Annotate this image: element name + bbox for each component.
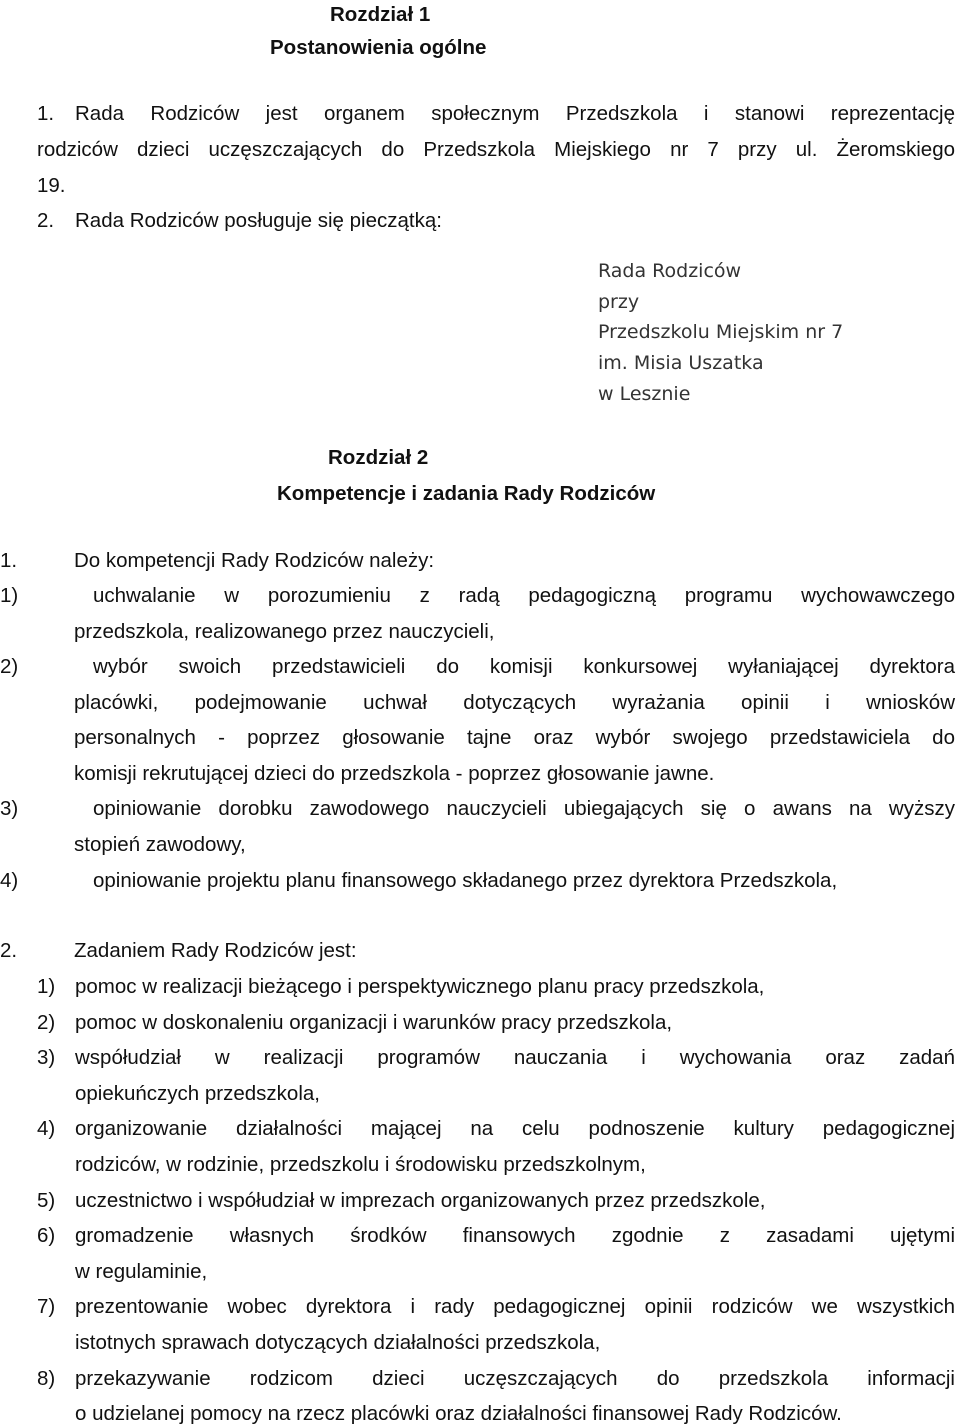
paragraph-line: istotnych sprawach dotyczących działalności przedszkola, xyxy=(75,1331,601,1354)
stamp-line: Rada Rodziców xyxy=(598,260,742,282)
item-number: 7) xyxy=(37,1295,56,1318)
paragraph-line: pomoc w doskonaleniu organizacji i warunków pracy przedszkola, xyxy=(75,1011,673,1034)
stamp-line: przy xyxy=(598,290,640,313)
item-number: 3) xyxy=(0,797,19,820)
chapter-1-subtitle: Postanowienia ogólne xyxy=(270,36,487,59)
item-number: 2) xyxy=(0,655,19,678)
item-number: 1. xyxy=(37,102,55,125)
stamp-line: w Lesznie xyxy=(598,382,691,405)
section-intro: Do kompetencji Rady Rodziców należy: xyxy=(74,549,435,572)
paragraph-line: o udzielanej pomocy na rzecz placówki oraz działalności finansowej Rady Rodziców. xyxy=(75,1402,842,1425)
paragraph-line: 19. xyxy=(37,174,66,197)
item-number: 2. xyxy=(37,209,55,232)
item-number: 5) xyxy=(37,1189,56,1212)
paragraph-line: pomoc w realizacji bieżącego i perspektywicznego planu pracy przedszkola, xyxy=(75,975,765,998)
paragraph-line: placówki, podejmowanie uchwał dotyczących wyrażania opinii i wniosków xyxy=(74,691,955,714)
paragraph-line: przekazywanie rodzicom dzieci uczęszczających do przedszkola informacji xyxy=(75,1367,955,1390)
paragraph-line: personalnych - poprzez głosowanie tajne oraz wybór swojego przedstawiciela do xyxy=(74,726,955,749)
paragraph-line: opiniowanie dorobku zawodowego nauczycieli ubiegających się o awans na wyższy xyxy=(93,797,955,820)
stamp-line: im. Misia Uszatka xyxy=(598,352,764,375)
item-number: 6) xyxy=(37,1224,56,1247)
chapter-1-title: Rozdział 1 xyxy=(330,3,431,26)
paragraph-line: organizowanie działalności mającej na celu podnoszenie kultury pedagogicznej xyxy=(75,1117,955,1140)
item-number: 4) xyxy=(0,869,19,892)
paragraph-line: komisji rekrutującej dzieci do przedszkola - poprzez głosowanie jawne. xyxy=(74,762,715,785)
paragraph-line: uczestnictwo i współudział w imprezach organizowanych przez przedszkole, xyxy=(75,1189,766,1212)
item-number: 1) xyxy=(37,975,56,998)
chapter-2-subtitle: Kompetencje i zadania Rady Rodziców xyxy=(277,482,656,505)
stamp-line: Przedszkolu Miejskim nr 7 xyxy=(598,321,844,344)
paragraph-line: przedszkola, realizowanego przez nauczycieli, xyxy=(74,620,495,643)
paragraph-line: uchwalanie w porozumieniu z radą pedagogiczną programu wychowawczego xyxy=(93,584,955,607)
item-number: 8) xyxy=(37,1367,56,1390)
item-number: 4) xyxy=(37,1117,56,1140)
chapter-2-title: Rozdział 2 xyxy=(328,446,429,469)
paragraph-line: Rada Rodziców posługuje się pieczątką: xyxy=(75,209,442,232)
item-number: 2) xyxy=(37,1011,56,1034)
paragraph-line: wybór swoich przedstawicieli do komisji konkursowej wyłaniającej dyrektora xyxy=(93,655,955,678)
item-number: 1) xyxy=(0,584,19,607)
section-intro: Zadaniem Rady Rodziców jest: xyxy=(74,939,357,962)
paragraph-line: rodziców, w rodzinie, przedszkolu i środowisku przedszkolnym, xyxy=(75,1153,646,1176)
paragraph-line: stopień zawodowy, xyxy=(74,833,246,856)
paragraph-line: Rada Rodziców jest organem społecznym Przedszkola i stanowi reprezentację xyxy=(75,102,955,125)
section-number: 1. xyxy=(0,549,18,572)
paragraph-line: współudział w realizacji programów nauczania i wychowania oraz zadań xyxy=(75,1046,955,1069)
paragraph-line: opiniowanie projektu planu finansowego składanego przez dyrektora Przedszkola, xyxy=(93,869,838,892)
paragraph-line: rodziców dzieci uczęszczających do Przedszkola Miejskiego nr 7 przy ul. Żeromskiego xyxy=(37,138,955,161)
section-number: 2. xyxy=(0,939,18,962)
item-number: 3) xyxy=(37,1046,56,1069)
paragraph-line: gromadzenie własnych środków finansowych zgodnie z zasadami ujętymi xyxy=(75,1224,955,1247)
stamp-text xyxy=(598,256,843,410)
paragraph-line: opiekuńczych przedszkola, xyxy=(75,1082,320,1105)
paragraph-line: w regulaminie, xyxy=(75,1260,208,1283)
paragraph-line: prezentowanie wobec dyrektora i rady pedagogicznej opinii rodziców we wszystkich xyxy=(75,1295,955,1318)
